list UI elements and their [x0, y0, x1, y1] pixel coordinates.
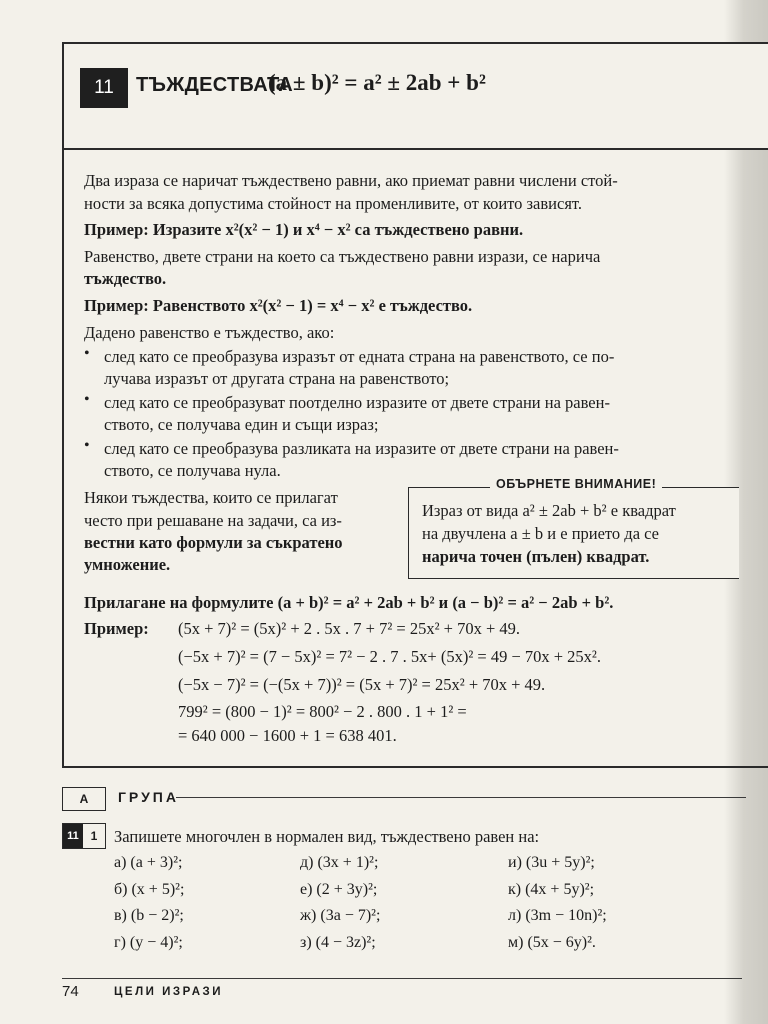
- bullet-icon: •: [84, 391, 90, 408]
- group-letter: А: [62, 787, 106, 811]
- formulas-intro-line: умножение.: [84, 555, 171, 574]
- exercise-tag-lesson: 11: [63, 824, 83, 848]
- bullet-line: ството, се получава един и същи израз;: [104, 415, 379, 434]
- exercise-prompt: Запишете многочлен в нормален вид, тъждествено равен на:: [114, 827, 540, 846]
- bullet-line: след като се преобразува разликата на изразите от двете страни на равен-: [104, 439, 619, 458]
- lesson-title: ТЪЖДЕСТВАТА: [136, 74, 294, 96]
- example-equation: (−5x + 7)² = (7 − 5x)² = 7² − 2 . 7 . 5x+ (5x)² = 49 − 70x + 25x².: [178, 647, 602, 666]
- group-divider: [176, 797, 746, 798]
- task-item: д) (3x + 1)²;: [300, 854, 379, 871]
- application-heading: Прилагане на формулите (a + b)² = a² + 2ab + b² и (a − b)² = a² − 2ab + b².: [84, 593, 614, 612]
- example-label: Пример:: [84, 619, 149, 638]
- theory-line: Два израза се наричат тъждествено равни, ако приемат равни числени стой-: [84, 171, 618, 190]
- formulas-intro-line: вестни като формули за съкратено: [84, 533, 343, 552]
- task-item: и) (3u + 5y)²;: [508, 854, 595, 871]
- task-item: в) (b − 2)²;: [114, 907, 184, 924]
- task-item: а) (a + 3)²;: [114, 854, 183, 871]
- group-label: ГРУПА: [118, 789, 179, 805]
- example-equation: (5x + 7)² = (5x)² + 2 . 5x . 7 + 7² = 25x² + 70x + 49.: [178, 619, 521, 638]
- attention-line: на двучлена a ± b и е прието да се: [422, 524, 659, 543]
- example-equation: 799² = (800 − 1)² = 800² − 2 . 800 . 1 + 1² =: [178, 702, 467, 721]
- exercise-tag: [62, 823, 106, 849]
- example-equation: (−5x − 7)² = (−(5x + 7))² = (5x + 7)² = 25x² + 70x + 49.: [178, 675, 546, 694]
- bullet-icon: •: [84, 437, 90, 454]
- example-equation: = 640 000 − 1600 + 1 = 638 401.: [178, 726, 397, 745]
- bullet-line: лучава изразът от другата страна на равенството;: [104, 369, 450, 388]
- task-item: л) (3m − 10n)²;: [508, 907, 607, 924]
- lesson-formula: (a ± b)² = a² ± 2ab + b²: [268, 70, 486, 95]
- task-item: е) (2 + 3y)²;: [300, 881, 378, 898]
- page-number: 74: [62, 983, 79, 1000]
- task-item: г) (y − 4)²;: [114, 934, 183, 951]
- task-item: з) (4 − 3z)²;: [300, 934, 376, 951]
- theory-line: Равенство, двете страни на което са тъждествено равни изрази, се нарича: [84, 247, 601, 266]
- attention-line: нарича точен (пълен) квадрат.: [422, 547, 650, 566]
- footer-divider: [62, 978, 742, 979]
- example-line: Пример: Изразите x²(x² − 1) и x⁴ − x² са тъждествено равни.: [84, 220, 524, 239]
- task-item: ж) (3a − 7)²;: [300, 907, 381, 924]
- theory-line: тъждество.: [84, 269, 167, 288]
- task-item: к) (4x + 5y)²;: [508, 881, 595, 898]
- formulas-intro-line: често при решаване на задачи, са из-: [84, 511, 342, 530]
- example-line: Пример: Равенството x²(x² − 1) = x⁴ − x² е тъждество.: [84, 296, 473, 315]
- theory-line: Дадено равенство е тъждество, ако:: [84, 323, 335, 342]
- attention-line: Израз от вида a² ± 2ab + b² е квадрат: [422, 501, 676, 520]
- bullet-icon: •: [84, 345, 90, 362]
- exercise-tag-number: 1: [90, 829, 98, 843]
- task-item: б) (x + 5)²;: [114, 881, 185, 898]
- task-item: м) (5x − 6y)².: [508, 934, 596, 951]
- formulas-intro-line: Някои тъждества, които се прилагат: [84, 488, 338, 507]
- bullet-line: ството, се получава нула.: [104, 461, 281, 480]
- attention-title: ОБЪРНЕТЕ ВНИМАНИЕ!: [490, 477, 662, 491]
- lesson-number: 11: [80, 68, 128, 108]
- section-title: ЦЕЛИ ИЗРАЗИ: [114, 986, 224, 998]
- bullet-line: след като се преобразува изразът от едната страна на равенството, се по-: [104, 347, 615, 366]
- bullet-line: след като се преобразуват поотделно изразите от двете страни на равен-: [104, 393, 610, 412]
- theory-line: ности за всяка допустима стойност на променливите, от които зависят.: [84, 194, 583, 213]
